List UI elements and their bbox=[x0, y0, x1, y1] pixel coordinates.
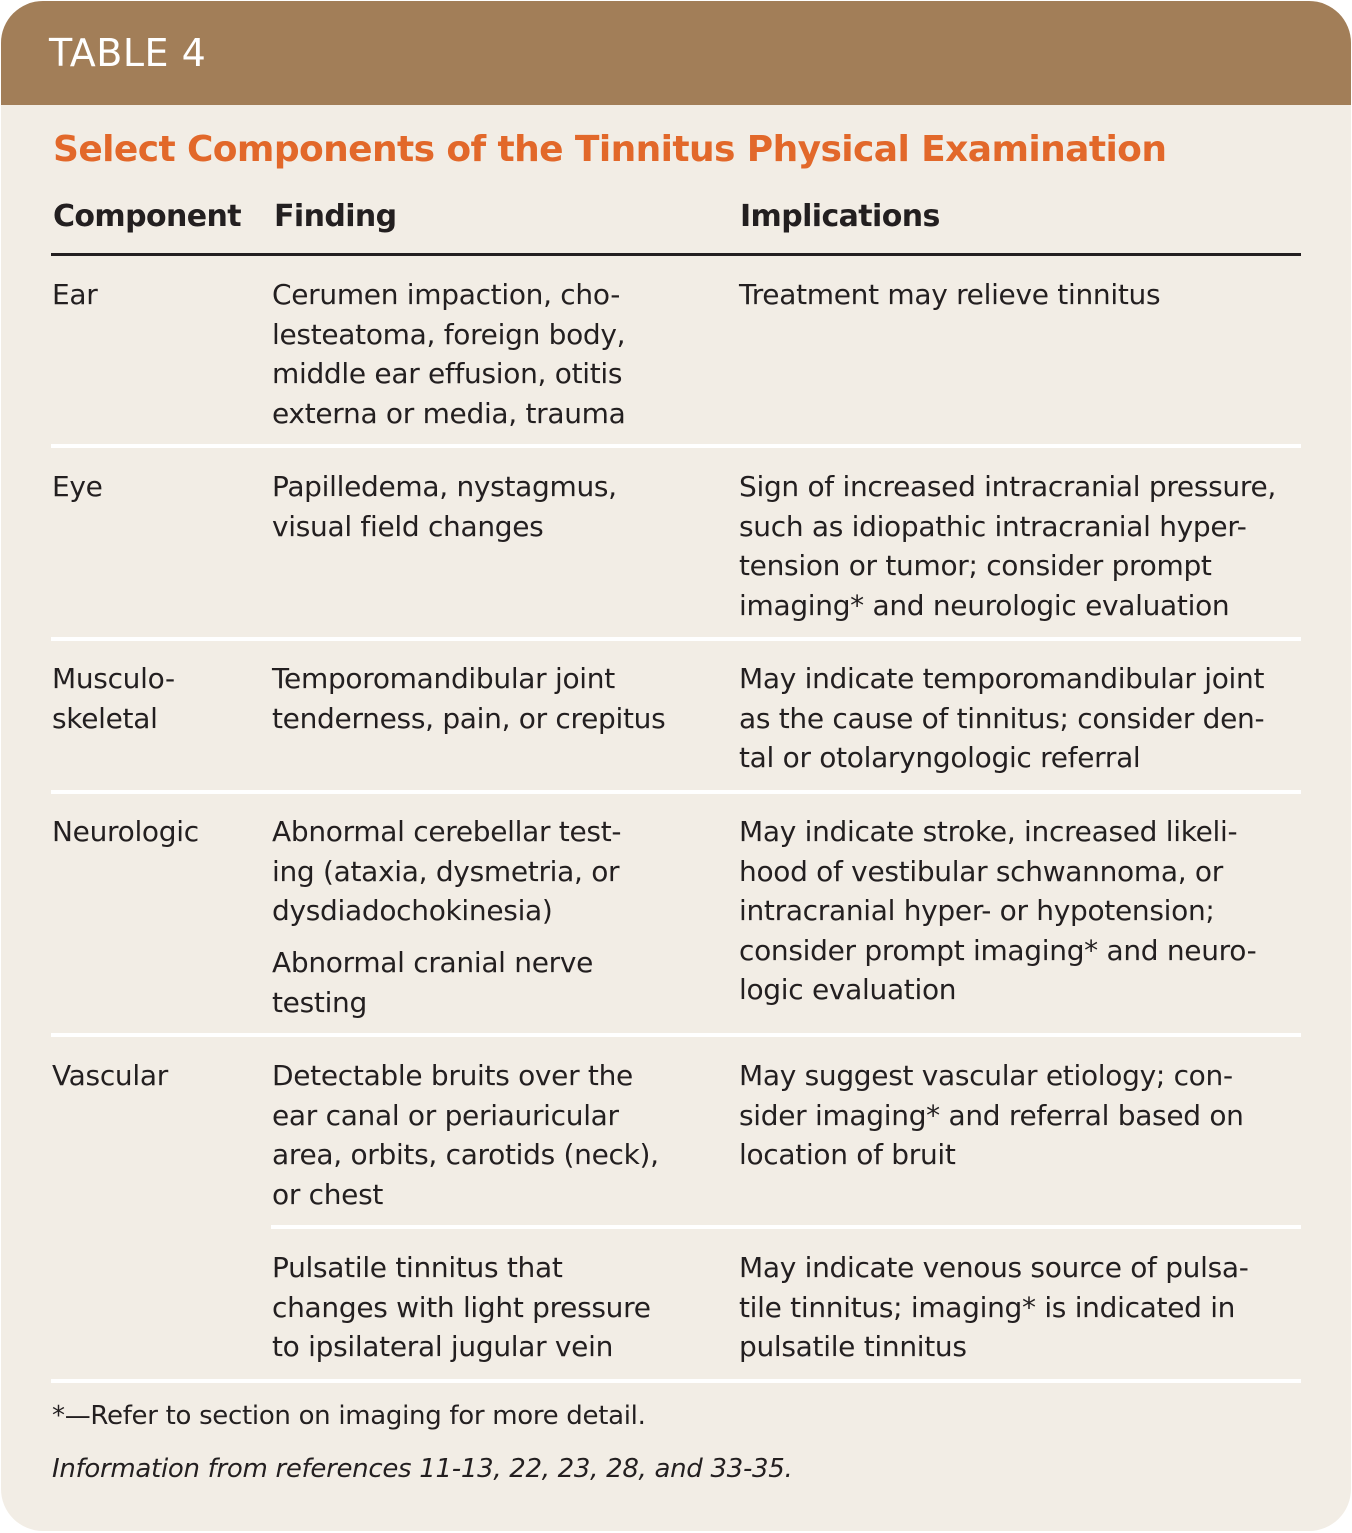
row-eye-component: Eye bbox=[52, 470, 103, 503]
row-ear-component: Ear bbox=[52, 278, 98, 311]
column-header-component: Component bbox=[53, 199, 241, 234]
row-neurologic-component: Neurologic bbox=[52, 815, 199, 848]
row-ear-implications: Treatment may relieve tinnitus bbox=[739, 278, 1161, 311]
row-eye-implications: Sign of increased intracranial pressure, such as idiopathic intracranial hyper- tension or tumor; consider prompt imaging* and neurologic evaluation bbox=[739, 470, 1276, 622]
row-neurologic-finding-2: Abnormal cranial nerve testing bbox=[272, 946, 594, 1019]
row-divider bbox=[51, 444, 1301, 448]
row-divider-partial bbox=[271, 1225, 1301, 1229]
table-footnote: *—Refer to section on imaging for more detail. bbox=[52, 1401, 646, 1431]
row-divider bbox=[51, 1033, 1301, 1037]
row-eye-finding: Papilledema, nystagmus, visual field changes bbox=[272, 470, 617, 543]
row-musculoskeletal-finding: Temporomandibular joint tenderness, pain, or crepitus bbox=[272, 662, 666, 735]
row-musculoskeletal-implications: May indicate temporomandibular joint as the cause of tinnitus; consider den- tal or otolaryngologic referral bbox=[739, 662, 1265, 774]
column-header-finding: Finding bbox=[274, 199, 397, 234]
table-number-label: TABLE 4 bbox=[49, 31, 207, 75]
row-divider bbox=[51, 1379, 1301, 1383]
table-header-bar bbox=[1, 1, 1351, 105]
row-neurologic-implications: May indicate stroke, increased likeli- hood of vestibular schwannoma, or intracranial hyper- or hypotension; consider prompt imaging* and neuro- logic evaluation bbox=[739, 815, 1257, 1006]
row-pulsatile-implications: May indicate venous source of pulsa- tile tinnitus; imaging* is indicated in pulsatile tinnitus bbox=[739, 1251, 1249, 1363]
header-rule bbox=[51, 253, 1301, 256]
row-ear-finding: Cerumen impaction, cho- lesteatoma, foreign body, middle ear effusion, otitis externa or media, trauma bbox=[272, 278, 626, 430]
row-musculoskeletal-component: Musculo- skeletal bbox=[52, 662, 175, 735]
row-divider bbox=[51, 790, 1301, 794]
row-vascular-finding: Detectable bruits over the ear canal or periauricular area, orbits, carotids (neck), or chest bbox=[272, 1059, 659, 1211]
column-header-implications: Implications bbox=[740, 199, 940, 234]
row-vascular-component: Vascular bbox=[52, 1059, 168, 1092]
row-vascular-implications: May suggest vascular etiology; con- sider imaging* and referral based on location of bruit bbox=[739, 1059, 1244, 1171]
table-source-note: Information from references 11-13, 22, 23, 28, and 33-35. bbox=[52, 1454, 793, 1484]
row-divider bbox=[51, 637, 1301, 641]
table-card bbox=[1, 1, 1351, 1531]
table-title: Select Components of the Tinnitus Physical Examination bbox=[53, 129, 1167, 170]
row-neurologic-finding: Abnormal cerebellar test- ing (ataxia, dysmetria, or dysdiadochokinesia) bbox=[272, 815, 622, 927]
row-pulsatile-finding: Pulsatile tinnitus that changes with light pressure to ipsilateral jugular vein bbox=[272, 1251, 651, 1363]
